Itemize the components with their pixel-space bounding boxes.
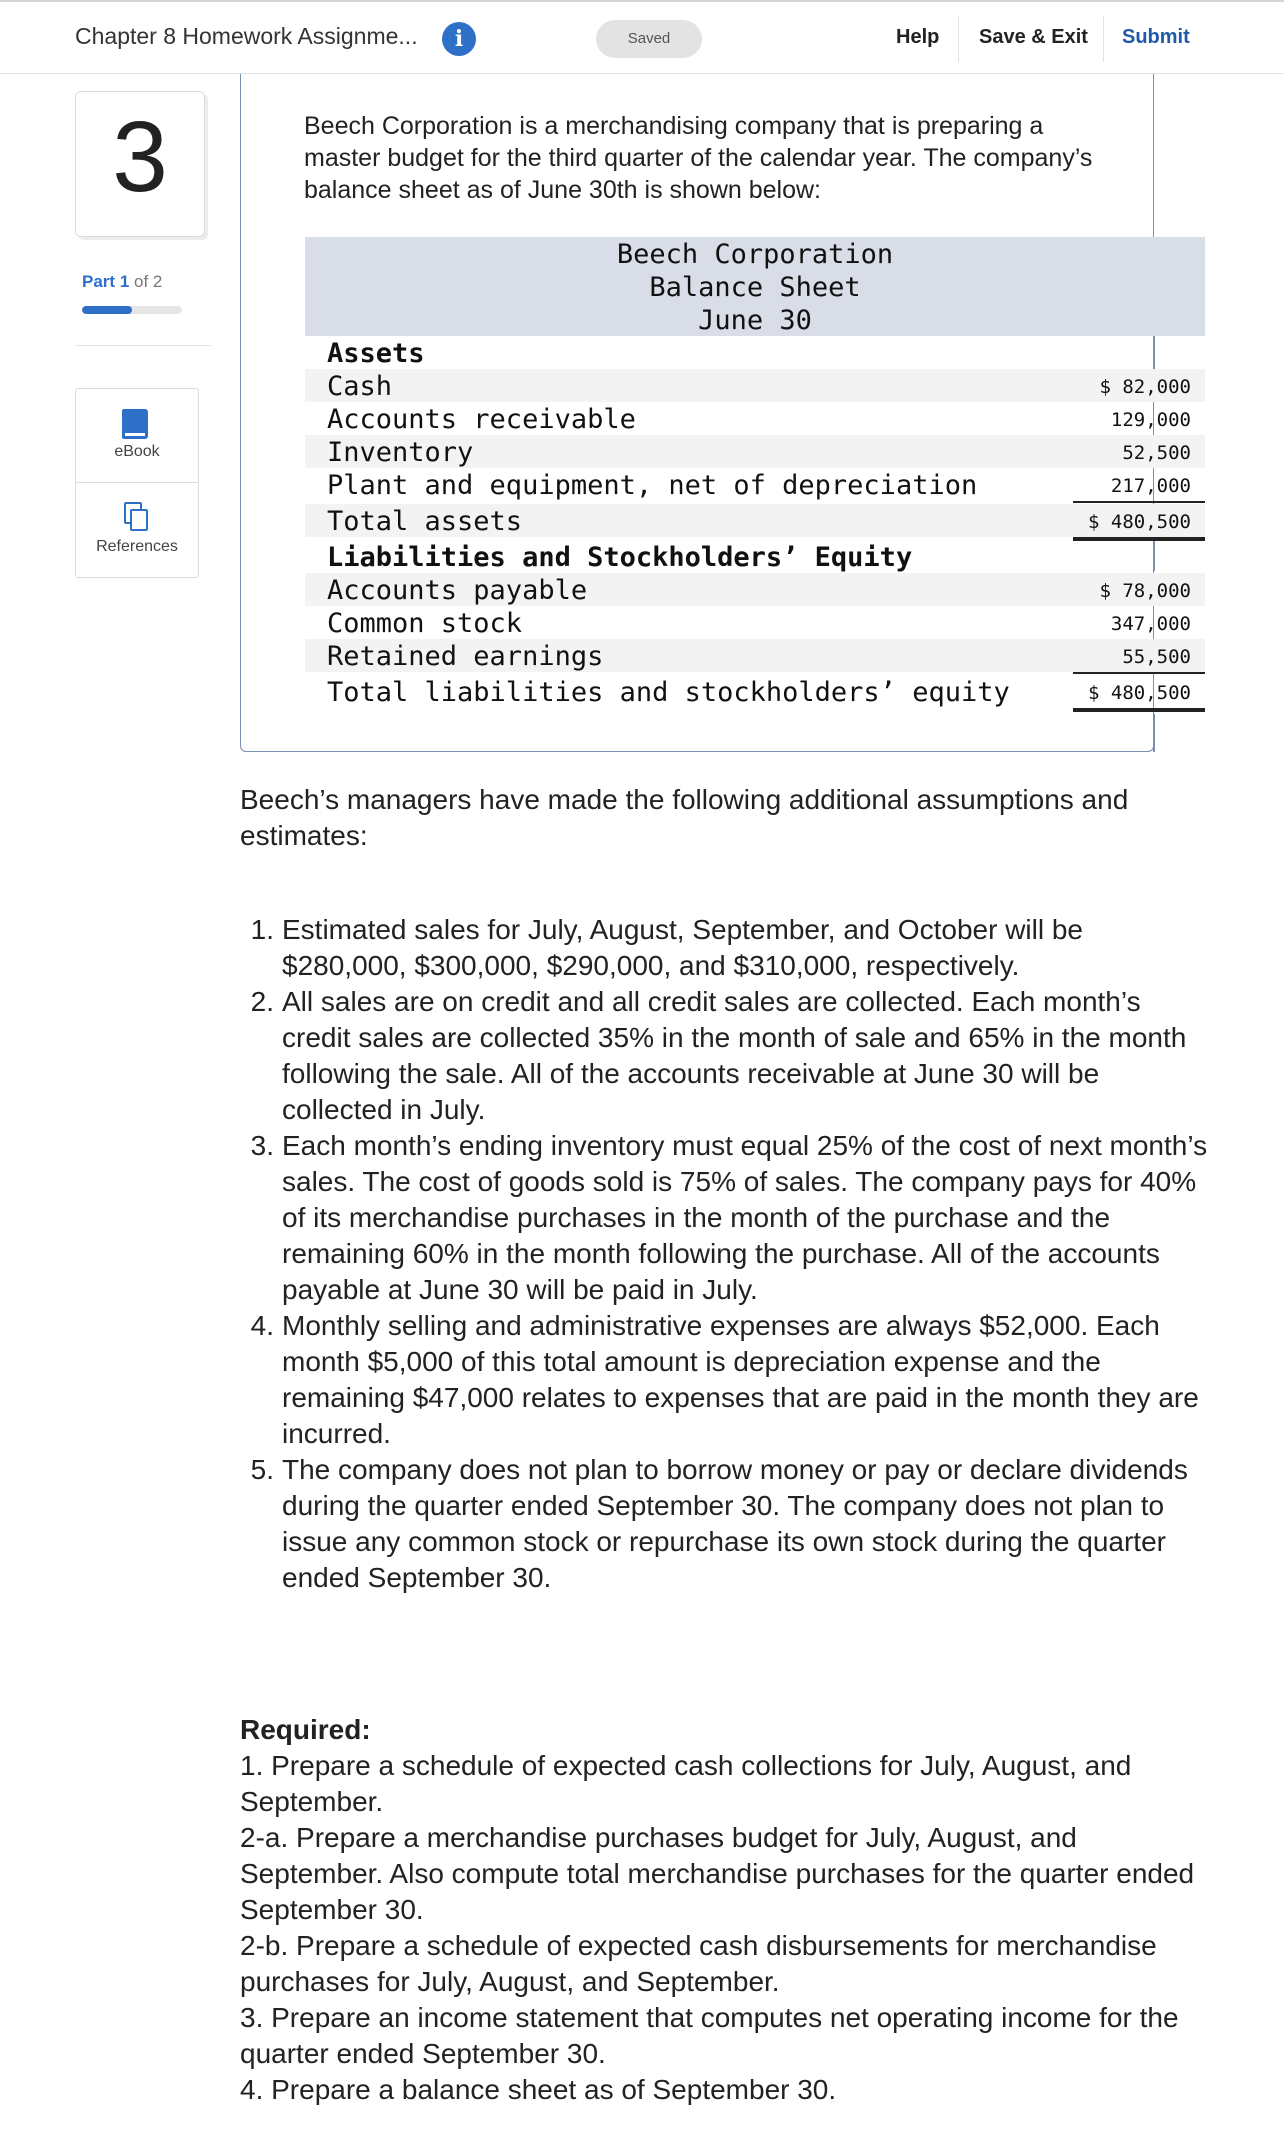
assignment-title: Chapter 8 Homework Assignme... [75,23,418,49]
header-divider [958,16,959,62]
list-item [240,1452,1210,1596]
save-exit-button[interactable]: Save & Exit [979,26,1088,48]
bs-statement: Balance Sheet [649,272,861,303]
table-row [305,606,1205,639]
list-number: 5. [250,1454,274,1485]
row-label: Accounts receivable [327,404,636,435]
table-row [305,369,1205,402]
table-row [305,675,1205,708]
question-number-card[interactable] [75,91,205,237]
ebook-button[interactable] [76,389,198,483]
required-item: 4. Prepare a balance sheet as of September 30. [240,2074,837,2105]
total-double-rule [1073,708,1205,712]
scenario-box-edge [1153,541,1155,571]
list-number: 2. [250,986,274,1017]
ebook-label: eBook [114,443,160,460]
row-label: Cash [327,371,393,402]
list-text: All sales are on credit and all credit sales are collected. Each month’s credit sales are collected 35% in the month of sale and 65% in the month following the sale. All of the accounts receivable at June 30 will be collected in July. [282,986,1187,1125]
references-button[interactable] [76,484,198,578]
row-amount: $ 480,500 [1088,511,1191,533]
row-amount: $ 480,500 [1088,682,1191,704]
required-item: 2-b. Prepare a schedule of expected cash disbursements for merchandise purchases for July, August, and September. [240,1930,1157,1997]
table-row [305,639,1205,672]
row-label: Total liabilities and stockholders’ equity [327,677,1010,708]
assumptions-list [240,912,1210,1596]
references-label: References [96,538,178,555]
list-text: Estimated sales for July, August, September, and October will be $280,000, $300,000, $290,000, and $310,000, respectively. [282,914,1083,981]
row-label: Retained earnings [327,641,604,672]
row-amount: 129,000 [1110,409,1191,431]
part-prefix: Part [82,272,116,291]
references-icon [124,502,150,534]
info-icon[interactable]: i [442,22,476,56]
table-row [305,573,1205,606]
list-text: Monthly selling and administrative expenses are always $52,000. Each month $5,000 of this total amount is depreciation expense and the remaining $47,000 relates to expenses that are paid in the month they are incurred. [282,1310,1199,1449]
book-icon [122,409,148,439]
balance-sheet-header [305,237,1205,336]
row-label: Common stock [327,608,523,639]
saved-status-badge: Saved [596,20,702,58]
assets-heading: Assets [327,338,425,369]
required-item: 3. Prepare an income statement that computes net operating income for the quarter ended September 30. [240,2002,1179,2069]
table-row [305,468,1205,501]
subtotal-rule [1073,672,1205,674]
subtotal-rule [1073,501,1205,503]
part-suffix: of 2 [134,272,163,291]
progress-fill [82,306,132,314]
list-number: 4. [250,1310,274,1341]
list-number: 1. [250,914,274,945]
table-row [305,402,1205,435]
rail-divider [75,345,211,346]
list-item [240,984,1210,1128]
list-text: The company does not plan to borrow money or pay or declare dividends during the quarter ended September 30. The company does not plan to issue any common stock or repurchase its own stock during the quarter ended September 30. [282,1454,1188,1593]
row-amount: $ 78,000 [1099,580,1191,602]
table-row [305,435,1205,468]
required-item: 2-a. Prepare a merchandise purchases budget for July, August, and September. Also compute total merchandise purchases for the quarter ended September 30. [240,1822,1195,1925]
help-button[interactable]: Help [896,26,940,48]
table-row [305,540,1205,573]
row-amount: 55,500 [1122,646,1191,668]
header-divider [1103,16,1104,62]
row-label: Plant and equipment, net of depreciation [327,470,978,501]
table-row [305,336,1205,369]
required-heading: Required: [240,1714,371,1745]
assumptions-intro: Beech’s managers have made the following additional assumptions and estimates: [240,784,1129,851]
list-item [240,912,1210,984]
part-indicator [82,272,162,292]
liabilities-heading: Liabilities and Stockholders’ Equity [327,542,913,573]
list-number: 3. [250,1130,274,1161]
bs-company: Beech Corporation [616,239,894,270]
list-text: Each month’s ending inventory must equal 25% of the cost of next month’s sales. The cost of goods sold is 75% of sales. The company pays for 40% of its merchandise purchases in the month of the purchase and the remaining 60% in the month following the purchase. All of the accounts payable at June 30 will be paid in July. [282,1130,1208,1305]
row-amount: 347,000 [1110,613,1191,635]
row-label: Accounts payable [327,575,588,606]
scenario-box-edge [1153,714,1155,752]
submit-button[interactable]: Submit [1122,26,1190,48]
row-amount: 52,500 [1122,442,1191,464]
row-amount: 217,000 [1110,475,1191,497]
table-row [305,504,1205,537]
resources-panel [75,388,199,578]
part-progress-bar [82,306,182,314]
list-item [240,1308,1210,1452]
row-label: Total assets [327,506,523,537]
bs-date: June 30 [698,305,812,336]
row-label: Inventory [327,437,474,468]
scenario-box-edge [1153,336,1155,369]
required-section [240,1712,1220,2108]
scenario-intro: Beech Corporation is a merchandising company that is preparing a master budget for the third quarter of the calendar year. The company’s balance sheet as of June 30th is shown below: [304,112,1093,204]
list-item [240,1128,1210,1308]
required-item: 1. Prepare a schedule of expected cash collections for July, August, and September. [240,1750,1132,1817]
question-number: 3 [112,101,168,213]
part-current: 1 [119,272,130,291]
top-bar [0,0,1284,74]
row-amount: $ 82,000 [1099,376,1191,398]
